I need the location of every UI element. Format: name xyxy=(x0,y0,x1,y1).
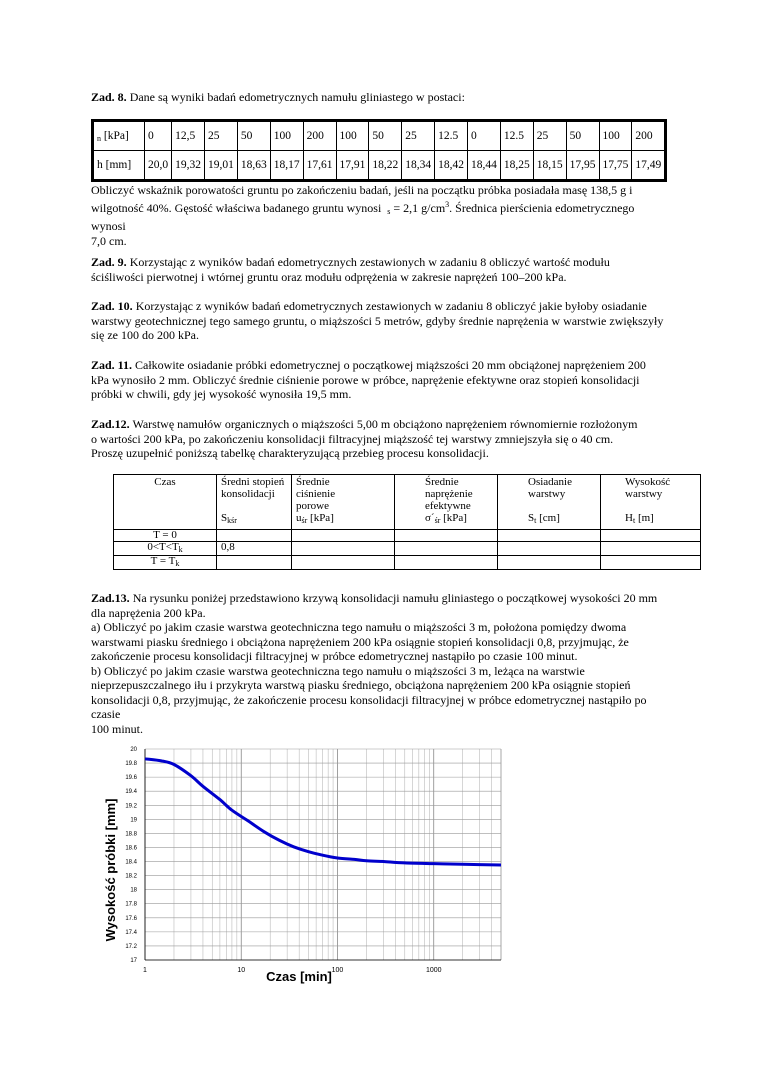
zad9-line: ściśliwości pierwotnej i wtórnej gruntu oraz modułu odprężenia w zakresie naprężeń 100–200 kPa. xyxy=(91,269,567,284)
y-tick-label: 18.2 xyxy=(125,873,137,880)
y-axis-label: Wysokość próbki [mm] xyxy=(103,798,118,942)
pressure-cell: 12,5 xyxy=(172,121,205,151)
zad12 xyxy=(91,417,708,461)
height-cell: 17,75 xyxy=(599,151,632,181)
row-time: T = 0 xyxy=(114,530,217,542)
pressure-cell: 12.5 xyxy=(500,121,533,151)
height-cell: 18,34 xyxy=(402,151,435,181)
pressure-cell: 100 xyxy=(336,121,369,151)
y-tick-label: 18.4 xyxy=(125,859,137,866)
pressure-cell: 50 xyxy=(369,121,402,151)
zad12-line: Warstwę namułów organicznych o miąższości 5,00 m obciążono naprężeniem równomiernie rozłożonym xyxy=(132,417,638,431)
x-tick-label: 1 xyxy=(143,967,147,974)
input-cell[interactable] xyxy=(292,556,395,570)
height-cell: 18,42 xyxy=(435,151,468,181)
input-cell[interactable] xyxy=(292,542,395,556)
height-cell: 17,95 xyxy=(566,151,599,181)
input-cell[interactable] xyxy=(395,556,498,570)
y-tick-label: 17.4 xyxy=(125,929,137,936)
height-cell: 18,44 xyxy=(468,151,501,181)
col-osiadanie: Osiadanie warstwy $S_t$ [cm] xyxy=(498,475,601,530)
height-cell: 17,61 xyxy=(303,151,336,181)
y-tick-label: 17.6 xyxy=(125,915,137,922)
zad8-q-line: wilgotność 40%. Gęstość właściwa badanego gruntu wynosi $_s$ = 2,1 $g/cm^3$. Średnica pierścienia edometrycznego xyxy=(91,199,635,216)
zad13-line: Na rysunku poniżej przedstawiono krzywą konsolidacji namułu gliniastego o początkowej wysokości 20 mm xyxy=(132,591,658,605)
pressure-cell: 100 xyxy=(599,121,632,151)
consolidation-table xyxy=(113,474,701,570)
x-tick-label: 100 xyxy=(331,967,344,974)
x-tick-label: 10 xyxy=(237,967,246,974)
zad10-label: Zad. 10. xyxy=(91,299,133,313)
x-tick-label: 1000 xyxy=(425,967,442,974)
zad8-text: Dane są wyniki badań edometrycznych namułu gliniastego w postaci: xyxy=(129,90,465,104)
zad10-line: się ze 100 do 200 kPa. xyxy=(91,328,199,342)
input-cell[interactable] xyxy=(498,556,601,570)
zad8-q-line: Obliczyć wskaźnik porowatości gruntu po zakończeniu badań, jeśli na początku próbka posiadała masę 138,5 g i xyxy=(91,183,633,197)
y-tick-label: 17.8 xyxy=(125,901,137,908)
pressure-header: $_n$ [kPa] xyxy=(93,121,145,151)
height-cell: 18,25 xyxy=(500,151,533,181)
zad13-line: zakończenie procesu konsolidacji filtracyjnej w próbce edometrycznej nastąpiło po czasie 100 minut. xyxy=(91,649,578,663)
height-row xyxy=(93,151,666,181)
input-cell[interactable] xyxy=(217,556,292,570)
zad9-label: Zad. 9. xyxy=(91,255,127,269)
height-cell: 18,17 xyxy=(270,151,303,181)
row-time: $0<T<T_k$ xyxy=(114,542,217,556)
zad10-line: Korzystając z wyników badań edometrycznych zestawionych w zadaniu 8 obliczyć jakie byłoby osiadanie xyxy=(135,299,647,313)
zad10 xyxy=(91,299,708,343)
height-cell: 18,22 xyxy=(369,151,402,181)
zad13-line: warstwami piasku średniego i obciążona naprężeniem 200 kPa osiągnie stopień konsolidacji 0,8, przyjmując, że xyxy=(91,634,629,649)
row-s-value: 0,8 xyxy=(217,542,292,556)
input-cell[interactable] xyxy=(395,530,498,542)
zad9 xyxy=(91,255,708,284)
pressure-cell: 0 xyxy=(145,121,172,151)
y-tick-label: 19.6 xyxy=(125,775,137,782)
y-tick-labels xyxy=(125,747,137,964)
pressure-cell: 100 xyxy=(270,121,303,151)
zad12-label: Zad.12. xyxy=(91,417,130,431)
y-tick-label: 20 xyxy=(130,747,137,753)
input-cell[interactable] xyxy=(395,542,498,556)
zad11-line: próbki w chwili, gdy jej wysokość wynosiła 19,5 mm. xyxy=(91,387,352,401)
col-s: Średni stopień konsolidacji $S_{kśr}$ xyxy=(217,475,292,530)
y-tick-label: 19 xyxy=(130,817,137,824)
input-cell[interactable] xyxy=(601,556,701,570)
zad8-q-line: wynosi xyxy=(91,219,126,233)
input-cell[interactable] xyxy=(498,530,601,542)
zad13-line: nieprzepuszczalnego iłu i przykryta warstwą piasku średniego, obciążona naprężeniem 200 kPa osiągnie stopień xyxy=(91,678,631,692)
zad13-line: a) Obliczyć po jakim czasie warstwa geotechniczna tego namułu o miąższości 3 m, położona pomiędzy dwoma xyxy=(91,620,627,634)
zad8-label: Zad. 8. xyxy=(91,90,127,104)
zad11 xyxy=(91,358,708,402)
table-row xyxy=(114,530,701,542)
zad13-line: b) Obliczyć po jakim czasie warstwa geotechniczna tego namułu o miąższości 3 m, leżąca na warstwie xyxy=(91,663,585,678)
pressure-cell: 200 xyxy=(303,121,336,151)
height-cell: 18,63 xyxy=(237,151,270,181)
height-cell: 17,91 xyxy=(336,151,369,181)
row-time: $T = T_k$ xyxy=(114,556,217,570)
height-header: h [mm] xyxy=(93,151,145,181)
zad10-line: warstwy geotechnicznej tego samego gruntu, o miąższości 5 metrów, gdyby średnie naprężenia w warstwie zwiększyły xyxy=(91,313,664,328)
zad13-line: czasie xyxy=(91,707,121,721)
height-cell: 19,01 xyxy=(205,151,238,181)
y-tick-label: 19.2 xyxy=(125,803,137,810)
input-cell[interactable] xyxy=(292,530,395,542)
height-cell: 18,15 xyxy=(533,151,566,181)
y-tick-label: 18 xyxy=(130,887,137,894)
consolidation-curve xyxy=(145,759,501,865)
pressure-cell: 50 xyxy=(237,121,270,151)
pressure-cell: 25 xyxy=(205,121,238,151)
x-axis-label: Czas [min] xyxy=(266,969,332,984)
pressure-cell: 200 xyxy=(632,121,666,151)
y-tick-label: 17 xyxy=(130,958,137,964)
zad12-line: Proszę uzupełnić poniższą tabelkę charakteryzującą przebieg procesu konsolidacji. xyxy=(91,446,489,460)
height-cell: 17,49 xyxy=(632,151,666,181)
zad13-line: 100 minut. xyxy=(91,721,144,736)
y-tick-label: 19.4 xyxy=(125,789,137,796)
zad13-line: dla naprężenia 200 kPa. xyxy=(91,605,206,620)
consolidation-header-row xyxy=(114,475,701,530)
input-cell[interactable] xyxy=(601,530,701,542)
col-sigma: Średnie naprężenie efektywne $\sigma´_{śr}$ [kPa] xyxy=(395,475,498,530)
zad8-intro xyxy=(91,90,708,105)
height-cell: 20,0 xyxy=(145,151,172,181)
zad8-q-line: 7,0 cm. xyxy=(91,233,127,248)
col-wysokosc: Wysokość warstwy $H_t$ [m] xyxy=(601,475,701,530)
zad11-label: Zad. 11. xyxy=(91,358,133,372)
zad8-question xyxy=(91,183,708,248)
consolidation-chart xyxy=(95,740,515,990)
edometric-results-table xyxy=(91,119,667,182)
zad13 xyxy=(91,591,708,736)
input-cell[interactable] xyxy=(498,542,601,556)
pressure-cell: 50 xyxy=(566,121,599,151)
height-cell: 19,32 xyxy=(172,151,205,181)
y-tick-label: 18.6 xyxy=(125,845,137,852)
y-tick-label: 18.8 xyxy=(125,831,137,838)
y-tick-label: 19.8 xyxy=(125,761,137,768)
zad13-line: konsolidacji 0,8, przyjmując, że zakończenie procesu konsolidacji filtracyjnej w próbce edometrycznej nastąpiło po xyxy=(91,692,647,707)
zad13-label: Zad.13. xyxy=(91,591,130,605)
col-u: Średnie ciśnienie porowe $u_{śr}$ [kPa] xyxy=(292,475,395,530)
zad12-line: o wartości 200 kPa, po zakończeniu konsolidacji filtracyjnej miąższość tej warstwy zmniejszyła się o 40 cm. xyxy=(91,431,614,446)
pressure-cell: 25 xyxy=(533,121,566,151)
zad11-line: kPa wynosiło 2 mm. Obliczyć średnie ciśnienie porowe w próbce, naprężenie efektywne oraz stopień konsolidacji xyxy=(91,372,640,387)
y-tick-label: 17.2 xyxy=(125,943,137,950)
pressure-cell: 25 xyxy=(402,121,435,151)
pressure-cell: 0 xyxy=(468,121,501,151)
pressure-row xyxy=(93,121,666,151)
table-row xyxy=(114,556,701,570)
zad11-line: Całkowite osiadanie próbki edometrycznej o początkowej miąższości 20 mm obciążonej naprężeniem 200 xyxy=(135,358,646,372)
input-cell[interactable] xyxy=(217,530,292,542)
zad9-line: Korzystając z wyników badań edometrycznych zestawionych w zadaniu 8 obliczyć wartość modułu xyxy=(129,255,610,269)
col-czas: Czas xyxy=(114,475,217,530)
pressure-cell: 12.5 xyxy=(435,121,468,151)
table-row xyxy=(114,542,701,556)
input-cell[interactable] xyxy=(601,542,701,556)
